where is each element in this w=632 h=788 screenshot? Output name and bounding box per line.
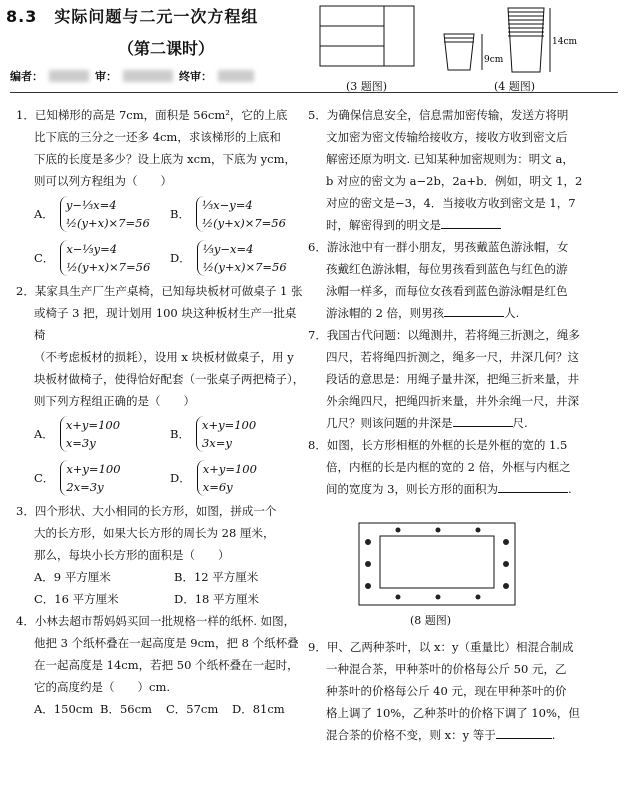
question-3: 3．四个形状、大小相同的长方形，如图，拼成一个 大的长方形，如果大长方形的周长为 28 厘米， 那么，每块小长方形的面积是（ ） A．9 平方厘米 B．12 平方厘米 C．16 平方厘米 D．18 平方厘米 — [16, 500, 306, 610]
q1-option-c[interactable]: C． x−⅓y=4 ½(y+x)×7=56 — [34, 242, 151, 274]
fig4-short-label: 9cm — [484, 55, 504, 65]
figure-4-cups — [436, 2, 586, 82]
question-9: 9．甲、乙两种茶叶，以 x：y（重量比）相混合制成 一种混合茶，甲种茶叶的价格每公斤 50 元，乙 种茶叶的价格每公斤 40 元，现在甲种茶叶的价 格上调了 10%，乙种茶叶的价格下调了 10%，但 混合茶的价格不变，则 x：y 等于 . — [308, 640, 580, 742]
figure-3-rectangles — [318, 4, 418, 72]
section-title: 8.3 实际问题与二元一次方程组 — [6, 7, 259, 26]
q1-option-a[interactable]: A． y−⅓x=4 ½(y+x)×7=56 — [34, 198, 150, 230]
q1-option-b[interactable]: B． ⅓x−y=4 ½(y+x)×7=56 — [170, 198, 286, 230]
q3-option-b[interactable]: B．12 平方厘米 — [174, 570, 259, 584]
question-5: 5．为确保信息安全，信息需加密传输，发送方将明 文加密为密文传输给接收方，接收方收到密文后 解密还原为明文. 已知某种加密规则为：明文 a， b 对应的密文为 a−2b，2a+b．例如，明文 1，2 对应的密文是−3，4．当接收方收到密文是 1，7 时，解密得到的明文是 — [308, 108, 583, 232]
fig4-tall-label: 14cm — [552, 37, 578, 47]
lesson-subtitle: （第二课时） — [118, 39, 215, 58]
figure-3-caption: (3 题图) — [346, 80, 388, 93]
q3-option-d[interactable]: D．18 平方厘米 — [174, 592, 260, 606]
question-4: 4．小林去超市帮妈妈买回一批规格一样的纸杯. 如图， 他把 3 个纸杯叠在一起高度是 9cm，把 8 个纸杯叠 在一起高度是 14cm，若把 50 个纸杯叠在一起时， 它的高度约是（ ）cm. A．150cm B．56cm C．57cm D．81cm — [16, 610, 306, 720]
right-column — [308, 104, 624, 500]
q3-option-c[interactable]: C．16 平方厘米 — [34, 592, 119, 606]
q7-answer-blank[interactable] — [453, 414, 513, 427]
q2-option-b[interactable]: B． x+y=100 3x=y — [170, 418, 257, 450]
q1-option-d[interactable]: D． ⅓y−x=4 ½(y+x)×7=56 — [170, 242, 287, 274]
editor-meta: 编者： 审： 终审： — [10, 68, 254, 84]
q3-option-a[interactable]: A．9 平方厘米 — [34, 570, 111, 584]
q4-option-d[interactable]: D．81cm — [232, 702, 285, 716]
q4-option-b[interactable]: B．56cm — [100, 702, 152, 716]
q2-option-a[interactable]: A． x+y=100 x=3y — [34, 418, 121, 450]
q2-option-d[interactable]: D． x+y=100 x=6y — [170, 462, 257, 494]
q4-option-c[interactable]: C．57cm — [166, 702, 219, 716]
question-7: 7．我国古代问题：以绳测井，若将绳三折测之，绳多 四尺，若将绳四折测之，绳多一尺，井深几何？这 段话的意思是：用绳子量井深，把绳三折来量，井 外余绳四尺，把绳四折来量，井外余绳一尺，井深 几尺？则该问题的井深是 尺. — [308, 328, 580, 430]
question-2: 2．某家具生产厂生产桌椅，已知每块板材可做桌子 1 张 或椅子 3 把，现计划用 100 块这种板材生产一批桌椅 （不考虑板材的损耗），设用 x 块板材做桌子，用 y 块板材做椅子，使得恰好配套（一张桌子两把椅子）， 则下列方程组正确的是（ ） A． x+y=100 x=3y B． x+y=100 3x=y C． x+y=100 2x=3y D． x+y=100 x=6y — [16, 284, 305, 494]
q6-answer-blank[interactable] — [444, 304, 504, 317]
q8-answer-blank[interactable] — [498, 480, 568, 493]
question-1: 1．已知梯形的高是 7cm，面积是 56cm²，它的上底 比下底的三分之一还多 4cm，求该梯形的上底和 下底的长度是多少？设上底为 xcm，下底为 ycm， 则可以列方程组为（ ） A． y−⅓x=4 ½(y+x)×7=56 B． ⅓x−y=4 ½(y+x)×7=56 C． x−⅓y=4 ½(y+x)×7=56 D． ⅓y−x=4 ½(y+x)×7=56 — [16, 104, 306, 280]
figure-8-caption: (8 题图) — [410, 614, 452, 627]
q2-option-c[interactable]: C． x+y=100 2x=3y — [34, 462, 121, 494]
left-column — [16, 104, 306, 720]
figure-4-caption: (4 题图) — [494, 80, 536, 93]
q9-answer-blank[interactable] — [496, 726, 552, 739]
figure-8-frame — [358, 522, 516, 606]
question-8: 8．如图，长方形相框的外框的长是外框的宽的 1.5 倍，内框的长是内框的宽的 2 倍，外框与内框之 间的宽度为 3，则长方形的面积为 . — [308, 438, 572, 496]
q4-option-a[interactable]: A．150cm — [34, 702, 94, 716]
q5-answer-blank[interactable] — [441, 216, 501, 229]
question-6: 6．游泳池中有一群小朋友，男孩戴蓝色游泳帽，女 孩戴红色游泳帽，每位男孩看到蓝色与红色的游 泳帽一样多，而每位女孩看到蓝色游泳帽是红色 游泳帽的 2 倍，则男孩 人. — [308, 240, 569, 320]
